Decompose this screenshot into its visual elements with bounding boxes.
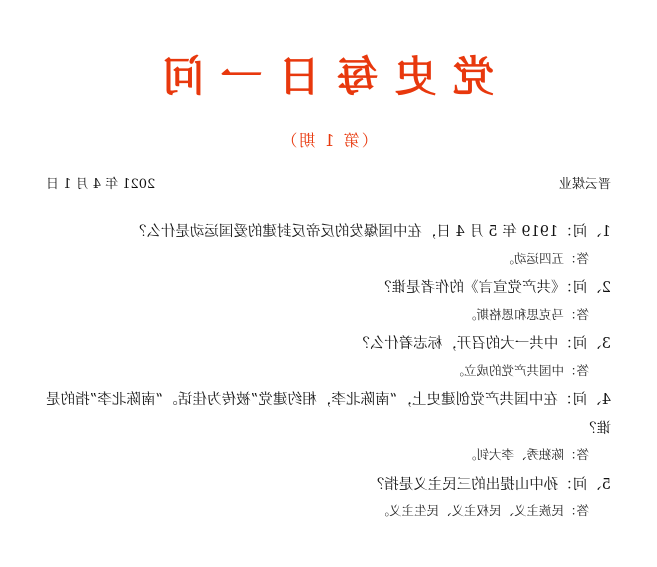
qa-question: 5、问：孙中山提出的三民主义是指？ xyxy=(369,476,611,493)
qa-item xyxy=(46,218,611,270)
qa-question: 3、问：中共一大的召开，标志着什么？ xyxy=(355,336,611,353)
qa-question: 2、问：《共产党宣言》的作者是谁？ xyxy=(377,280,611,297)
qa-item xyxy=(46,386,611,466)
qa-item xyxy=(46,471,611,523)
qa-question: 1、问：1919 年 5 月 4 日，在中国爆发的反帝反封建的爱国运动是什么？ xyxy=(131,224,611,241)
qa-answer: 答：中国共产党的成立。 xyxy=(451,362,589,378)
qa-item xyxy=(46,330,611,382)
meta-publisher: 晋云煤业 xyxy=(558,177,611,193)
qa-answer: 答：五四运动。 xyxy=(501,250,589,266)
qa-answer: 答：马克思和恩格斯。 xyxy=(463,306,589,322)
page-title: 党史每日一问 xyxy=(146,52,495,101)
issue-subtitle: （第 1 期） xyxy=(279,131,378,151)
qa-list xyxy=(0,192,657,522)
meta-date: 2021 年 4 月 1 日 xyxy=(46,177,156,193)
qa-answer: 答：民族主义、民权主义、民生主义。 xyxy=(376,502,589,518)
qa-answer: 答：陈独秀、李大钊。 xyxy=(463,446,589,462)
document-meta xyxy=(0,151,657,192)
qa-question: 4、问：在中国共产党创建史上，“南陈北李，相约建党”被传为佳话。“南陈北李”指的是谁？ xyxy=(46,392,611,437)
qa-item xyxy=(46,274,611,326)
